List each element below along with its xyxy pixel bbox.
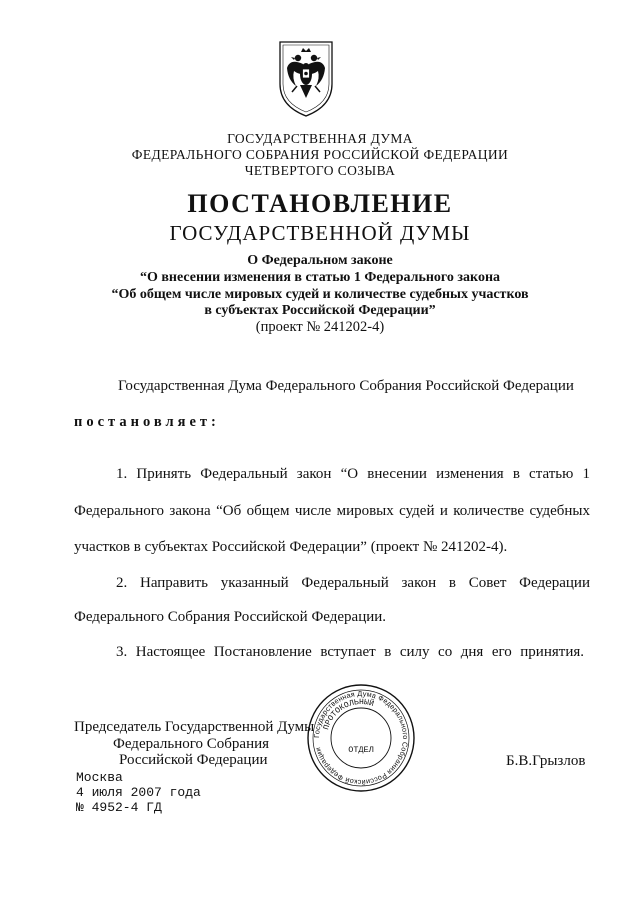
signatory-role-line-3: Российской Федерации bbox=[119, 752, 268, 768]
item-2-line-2: Федерального Собрания Российской Федерации. bbox=[74, 609, 387, 625]
item-1-line-1: 1. Принять Федеральный закон “О внесении изменения в статью 1 bbox=[116, 466, 590, 482]
footer-city: Москва bbox=[76, 770, 123, 785]
intro-text: Государственная Дума Федерального Собрания Российской Федерации bbox=[118, 378, 574, 394]
subject-line-1: О Федеральном законе bbox=[247, 253, 393, 268]
footer-date: 4 июля 2007 года bbox=[76, 785, 201, 800]
bill-number: (проект № 241202-4) bbox=[255, 319, 385, 335]
double-headed-eagle-icon bbox=[276, 38, 336, 118]
header-line-1: ГОСУДАРСТВЕННАЯ ДУМА bbox=[227, 131, 413, 146]
subject-line-2: “О внесении изменения в статью 1 Федерального закона bbox=[139, 270, 501, 285]
state-emblem bbox=[276, 38, 336, 118]
resolves-text: постановляет: bbox=[74, 414, 220, 430]
document-subtitle: ГОСУДАРСТВЕННОЙ ДУМЫ bbox=[169, 221, 471, 245]
stamp-outer-text: Государственная Дума Федерального Собрания Российской Федерации bbox=[311, 688, 411, 788]
stamp-center-bottom: ОТДЕЛ bbox=[348, 745, 374, 755]
item-2-line-1: 2. Направить указанный Федеральный закон в Совет Федерации bbox=[116, 575, 590, 591]
item-1-line-2: Федерального закона “Об общем числе мировых судей и количестве судебных bbox=[74, 503, 590, 519]
stamp-center-top: ПРОТОКОЛЬНЫЙ bbox=[322, 697, 375, 731]
subject-line-3: “Об общем числе мировых судей и количестве судебных участков bbox=[111, 287, 529, 302]
signatory-name: Б.В.Грызлов bbox=[506, 753, 586, 769]
header-line-3: ЧЕТВЕРТОГО СОЗЫВА bbox=[244, 163, 396, 178]
official-stamp bbox=[305, 682, 417, 794]
document-title: ПОСТАНОВЛЕНИЕ bbox=[187, 189, 453, 218]
stamp-seal-icon bbox=[305, 682, 417, 794]
footer-number: № 4952-4 ГД bbox=[76, 800, 162, 815]
signatory-role-line-2: Федерального Собрания bbox=[113, 736, 270, 752]
header-line-2: ФЕДЕРАЛЬНОГО СОБРАНИЯ РОССИЙСКОЙ ФЕДЕРАЦИИ bbox=[131, 147, 509, 162]
item-1-line-3: участков в субъектах Российской Федерации” (проект № 241202-4). bbox=[74, 539, 508, 555]
signatory-role-line-1: Председатель Государственной Думы bbox=[74, 719, 315, 735]
item-3: 3. Настоящее Постановление вступает в силу со дня его принятия. bbox=[116, 644, 584, 660]
subject-line-4: в субъектах Российской Федерации” bbox=[204, 303, 436, 318]
